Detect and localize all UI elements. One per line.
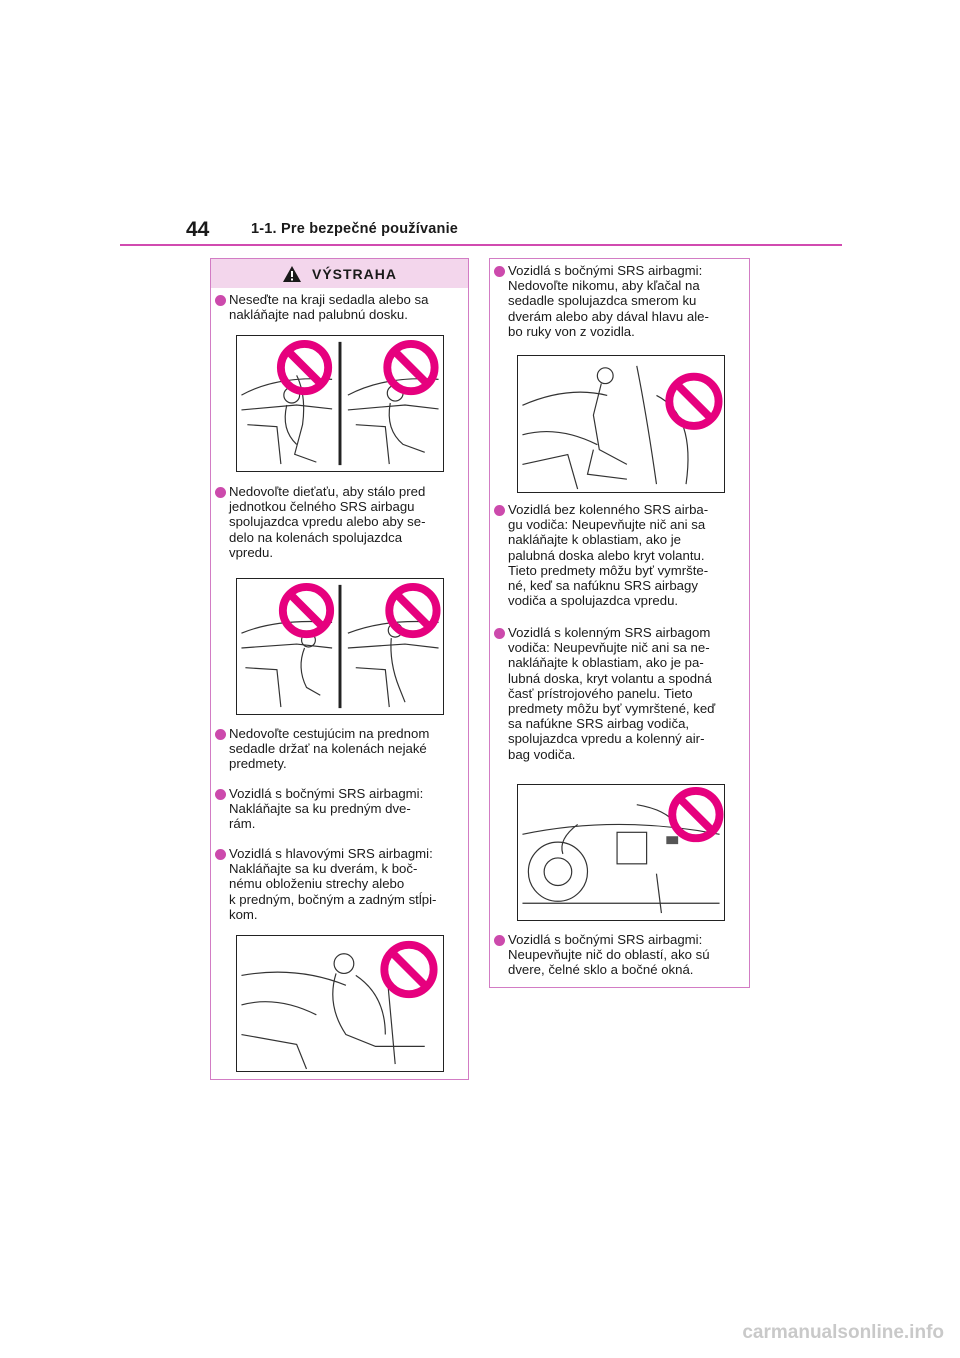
bullet-icon: [494, 935, 505, 946]
bullet-icon: [215, 849, 226, 860]
warning-item-text: Nedovoľte cestujúcim na prednom sedadle držať na kolenách nejaké predmety.: [229, 726, 430, 772]
prohibition-sign-icon: [672, 791, 719, 838]
prohibited-illustration: [237, 579, 443, 714]
warning-title: VÝSTRAHA: [311, 265, 397, 282]
prohibited-illustration: [237, 936, 443, 1071]
warning-box: [210, 258, 469, 1080]
illustration-kneeling-on-seat: [517, 355, 725, 493]
illustration-dashboard-objects: [517, 784, 725, 921]
prohibition-sign-icon: [669, 377, 718, 426]
right-item-2: [494, 502, 743, 608]
bullet-icon: [215, 729, 226, 740]
warning-item-text: Neseďte na kraji sedadla alebo sa nakláňajte nad palubnú dosku.: [229, 292, 429, 323]
warning-item-3: [215, 726, 462, 772]
illustration-child-standing: [236, 578, 444, 715]
warning-item-text: Vozidlá s hlavovými SRS airbagmi: Nakláňajte sa ku dverám, k boč- nému obloženiu strechy alebo k predným, bočným a zadným stĺpi- kom.: [229, 846, 437, 922]
prohibition-sign-icon: [283, 587, 330, 634]
illustration-leaning-on-door: [236, 935, 444, 1072]
prohibition-sign-icon: [387, 344, 434, 391]
page-number: 44: [186, 218, 210, 241]
right-item-4: [494, 932, 743, 978]
bullet-icon: [215, 295, 226, 306]
right-item-text: Vozidlá s bočnými SRS airbagmi: Neupevňujte nič do oblastí, ako sú dvere, čelné sklo a bočné okná.: [508, 932, 710, 978]
bullet-icon: [494, 266, 505, 277]
warning-item-text: Nedovoľte dieťaťu, aby stálo pred jednotkou čelného SRS airbagu spolujazdca vpredu alebo aby se- delo na kolenách spolujazdca vpredu.: [229, 484, 426, 560]
bullet-icon: [215, 487, 226, 498]
section-title: 1-1. Pre bezpečné používanie: [251, 221, 459, 237]
right-item-1: [494, 263, 743, 339]
right-column-box: [489, 258, 750, 988]
warning-item-4: [215, 786, 462, 832]
warning-item-2: [215, 484, 462, 560]
prohibition-sign-icon: [389, 587, 436, 634]
prohibited-illustration: [518, 785, 724, 920]
warning-triangle-icon: [282, 265, 302, 283]
warning-item-text: Vozidlá s bočnými SRS airbagmi: Nakláňajte sa ku predným dve- rám.: [229, 786, 424, 832]
warning-header: [211, 259, 468, 288]
bullet-icon: [494, 628, 505, 639]
right-item-text: Vozidlá s bočnými SRS airbagmi: Nedovoľte nikomu, aby kľačal na sedadle spolujazdca smerom ku dverám alebo aby dával hlavu ale- bo ruky von z vozidla.: [508, 263, 709, 339]
right-item-text: Vozidlá s kolenným SRS airbagom vodiča: Neupevňujte nič ani sa ne- nakláňajte k oblastiam, ako je pa- lubná doska, kryt volantu a spodná časť prístrojového panelu. Tieto predmety môžu byť vymrštené, keď sa nafúkne SRS airbag vodiča, spolujazdca vpredu a kolenný air- bag vodiča.: [508, 625, 716, 762]
prohibited-illustration: [237, 336, 443, 471]
warning-item-5: [215, 846, 462, 922]
watermark: carmanualsonline.info: [742, 1322, 944, 1343]
header-rule: [120, 244, 842, 246]
warning-item-1: [215, 292, 462, 322]
prohibition-sign-icon: [384, 945, 433, 994]
bullet-icon: [494, 505, 505, 516]
illustration-leaning-on-dashboard: [236, 335, 444, 472]
prohibition-sign-icon: [281, 344, 328, 391]
prohibited-illustration: [518, 356, 724, 492]
right-item-text: Vozidlá bez kolenného SRS airba- gu vodiča: Neupevňujte nič ani sa nakláňajte k oblastiam, ako je palubná doska alebo kryt volantu. Tieto predmety môžu byť vymršte- né, keď sa nafúknu SRS airbagy vodiča a spolujazdca vpredu.: [508, 502, 709, 609]
right-item-3: [494, 625, 743, 762]
bullet-icon: [215, 789, 226, 800]
